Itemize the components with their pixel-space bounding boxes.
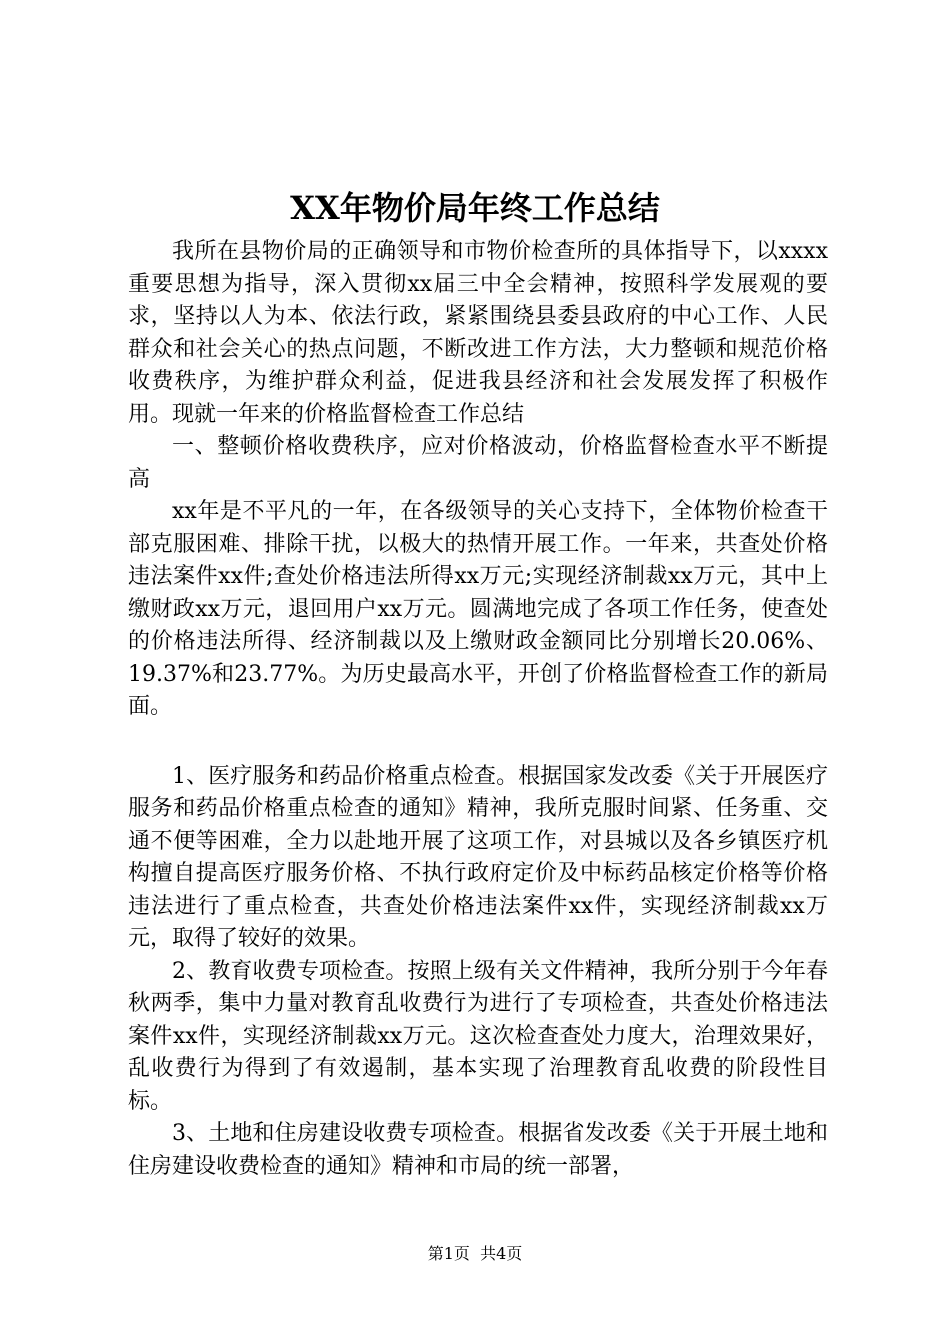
page-number: 第1页 xyxy=(427,1244,470,1263)
item-paragraph-2: 2、教育收费专项检查。按照上级有关文件精神，我所分别于今年春秋两季，集中力量对教育乱收费行为进行了专项检查，共查处价格违法案件xx件，实现经济制裁xx万元。这次检查查处力度大，治理效果好，乱收费行为得到了有效遏制，基本实现了治理教育乱收费的阶段性目标。 xyxy=(128,958,828,1114)
section-paragraph: xx年是不平凡的一年，在各级领导的关心支持下，全体物价检查干部克服困难、排除干扰，以极大的热情开展工作。一年来，共查处价格违法案件xx件;查处价格违法所得xx万元;实现经济制裁xx万元，其中上缴财政xx万元，退回用户xx万元。圆满地完成了各项工作任务，使查处的价格违法所得、经济制裁以及上缴财政金额同比分别增长20.06%、19.37%和23.77%。为历史最高水平，开创了价格监督检查工作的新局面。 xyxy=(128,499,828,719)
page-total: 共4页 xyxy=(480,1244,523,1263)
document-body xyxy=(128,236,828,1183)
page-footer xyxy=(0,1244,950,1264)
document-title: XX年物价局年终工作总结 xyxy=(290,189,660,227)
intro-paragraph: 我所在县物价局的正确领导和市物价检查所的具体指导下，以xxxx重要思想为指导，深入贯彻xx届三中全会精神，按照科学发展观的要求，坚持以人为本、依法行政，紧紧围绕县委县政府的中心工作、人民群众和社会关心的热点问题，不断改进工作方法，大力整顿和规范价格收费秩序，为维护群众利益，促进我县经济和社会发展发挥了积极作用。现就一年来的价格监督检查工作总结 xyxy=(128,239,828,427)
item-paragraph-3: 3、土地和住房建设收费专项检查。根据省发改委《关于开展土地和住房建设收费检查的通知》精神和市局的统一部署， xyxy=(128,1121,828,1179)
section-heading: 一、整顿价格收费秩序，应对价格波动，价格监督检查水平不断提高 xyxy=(128,434,828,492)
item-paragraph-1: 1、医疗服务和药品价格重点检查。根据国家发改委《关于开展医疗服务和药品价格重点检查的通知》精神，我所克服时间紧、任务重、交通不便等困难，全力以赴地开展了这项工作，对县城以及各乡镇医疗机构擅自提高医疗服务价格、不执行政府定价及中标药品核定价格等价格违法进行了重点检查，共查处价格违法案件xx件，实现经济制裁xx万元，取得了较好的效果。 xyxy=(128,763,828,951)
blank-line xyxy=(128,724,828,761)
